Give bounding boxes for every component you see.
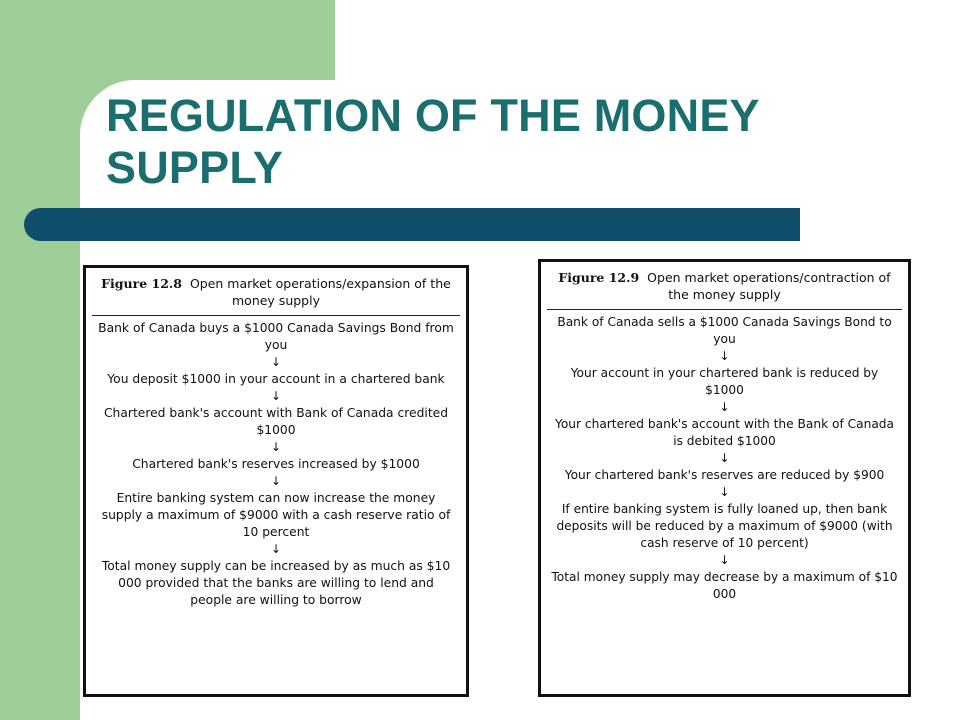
down-arrow-icon: ↓: [270, 440, 282, 454]
flow-step: Bank of Canada sells a $1000 Canada Savings Bond to you: [557, 315, 892, 346]
down-arrow-icon: ↓: [719, 451, 730, 465]
flow-step: If entire banking system is fully loaned up, then bank deposits will be reduced by a maximum of $9000 (with cash reserve of 10 percent): [556, 502, 893, 550]
figure-expansion: [83, 265, 469, 697]
flow-step: Total money supply can be increased by as much as $10 000 provided that the banks are willing to lend and people are willing to borrow: [101, 559, 451, 607]
down-arrow-icon: ↓: [270, 355, 282, 369]
top-panel: [0, 0, 335, 80]
flow-step: Total money supply may decrease by a maximum of $10 000: [551, 570, 898, 601]
flow-step: You deposit $1000 in your account in a chartered bank: [107, 372, 445, 386]
slide-title: REGULATION OF THE MONEY SUPPLY: [106, 90, 759, 193]
figure-contraction: [538, 259, 911, 697]
down-arrow-icon: ↓: [719, 400, 730, 414]
flow-step: Your account in your chartered bank is reduced by $1000: [570, 366, 879, 397]
down-arrow-icon: ↓: [719, 349, 730, 363]
figure-caption: Open market operations/expansion of the money supply: [189, 276, 451, 308]
figure-number: Figure 12.9: [558, 270, 640, 285]
down-arrow-icon: ↓: [270, 542, 282, 556]
figure-number: Figure 12.8: [101, 276, 182, 291]
flow-steps: [86, 316, 466, 609]
flow-step: Bank of Canada buys a $1000 Canada Savings Bond from you: [98, 321, 454, 352]
figure-header: [547, 262, 902, 310]
flow-step: Chartered bank's reserves increased by $1000: [132, 457, 420, 471]
side-panel: [0, 0, 80, 720]
figure-caption: Open market operations/contraction of the money supply: [647, 270, 891, 302]
down-arrow-icon: ↓: [270, 389, 282, 403]
flow-steps: [541, 310, 908, 603]
flow-step: Your chartered bank's reserves are reduced by $900: [564, 468, 885, 482]
flow-step: Entire banking system can now increase the money supply a maximum of $9000 with a cash reserve ratio of 10 percent: [101, 491, 451, 539]
flow-step: Chartered bank's account with Bank of Canada credited $1000: [103, 406, 449, 437]
accent-bar: [24, 208, 800, 241]
down-arrow-icon: ↓: [719, 553, 730, 567]
figure-header: [92, 268, 460, 316]
down-arrow-icon: ↓: [270, 474, 282, 488]
flow-step: Your chartered bank's account with the Bank of Canada is debited $1000: [555, 417, 894, 448]
down-arrow-icon: ↓: [719, 485, 730, 499]
